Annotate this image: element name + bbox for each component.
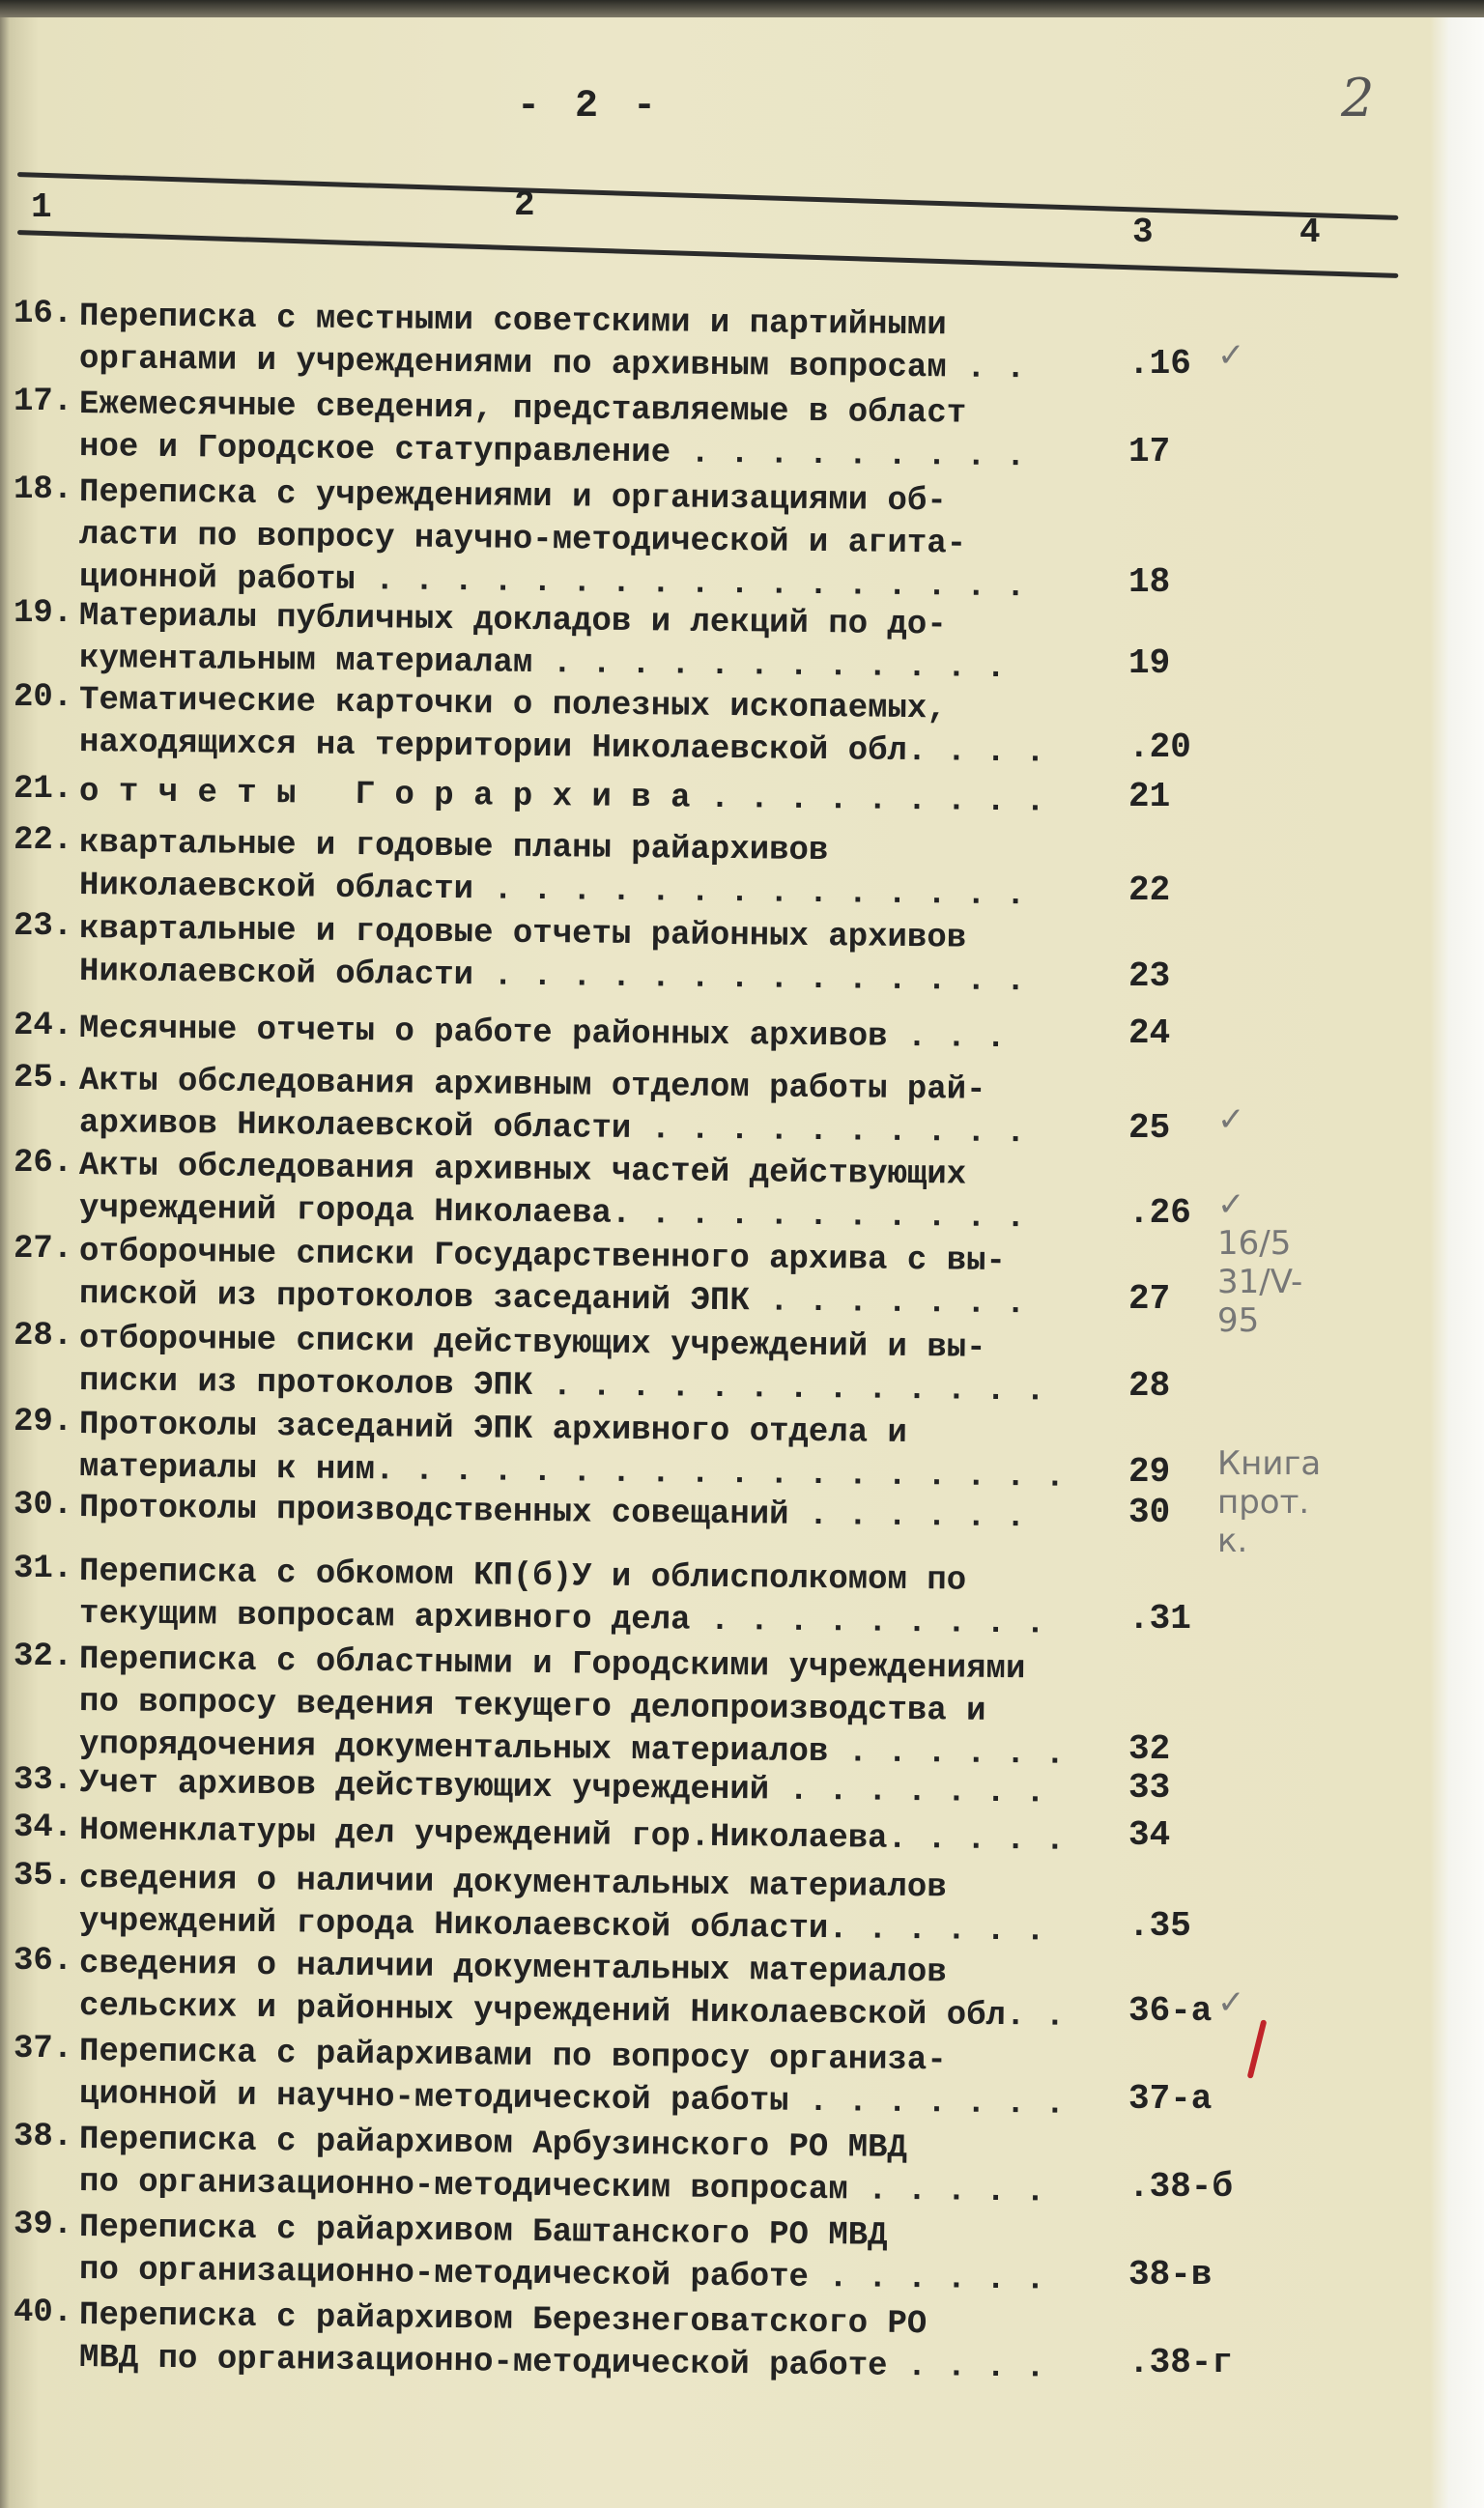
item-text-line: органами и учреждениями по архивным вопросам . . [78,341,1026,388]
item-number: 34. [14,1810,73,1846]
item-text-line: Протоколы заседаний ЭПК архивного отдела и [78,1407,908,1452]
item-text-line: Переписка с райархивом Баштанского РО МВД [78,2209,888,2255]
item-text-line: Ежемесячные сведения, представляемые в област [78,386,967,433]
item-text-line: сведения о наличии документальных материалов [78,1946,947,1992]
item-number: 23. [14,908,73,945]
item-page-number: 22 [1128,870,1171,910]
item-text-line: сведения о наличии документальных материалов [78,1861,947,1907]
item-page-number: 21 [1128,777,1171,816]
handwritten-annotation: ✓ 16/5 31/V-95 [1217,1185,1303,1340]
item-text-line: о т ч е т ы Г о р а р х и в а . . . . . . . . . [78,774,1045,821]
column-header-3: 3 [1132,213,1154,252]
item-page-number: 29 [1128,1452,1171,1492]
item-page-number: .38-б [1128,2167,1234,2207]
item-text-line: ное и Городское статуправление . . . . . . . . . [78,429,1026,476]
item-text-line: Переписка с обкомом КП(б)У и облисполкомом по [78,1553,967,1600]
item-page-number: 33 [1128,1768,1171,1808]
item-text-line: Учет архивов действующих учреждений . . . . . . . [78,1765,1045,1812]
item-number: 16. [14,296,73,332]
item-text-line: по вопросу ведения текущего делопроизводства и [78,1684,986,1730]
item-number: 36. [14,1943,73,1980]
item-page-number: 28 [1128,1366,1171,1406]
item-page-number: .26 [1128,1193,1191,1233]
item-text-line: кументальным материалам . . . . . . . . . . . . [78,641,1007,688]
item-text-line: Номенклатуры дел учреждений гор.Николаева. . . . . [78,1812,1066,1860]
item-page-number: .35 [1128,1906,1191,1946]
item-page-number: 32 [1128,1729,1171,1769]
item-text-line: отборочные списки действующих учреждений и вы- [78,1321,986,1367]
item-text-line: упорядочения документальных материалов . . . . . . [78,1726,1066,1774]
item-number: 18. [14,471,73,508]
item-text-line: Материалы публичных докладов и лекций по до- [78,598,947,644]
item-text-line: Николаевской области . . . . . . . . . . . . . . [78,868,1026,915]
item-number: 37. [14,2031,73,2067]
item-text-line: текущим вопросам архивного дела . . . . . . . . . [78,1596,1045,1643]
item-text-line: ционной работы . . . . . . . . . . . . . . . . . [78,559,1026,607]
item-number: 28. [14,1318,73,1354]
table-header-bottom-rule [17,230,1398,278]
item-text-line: по организационно-методической работе . . . . . . [78,2252,1045,2299]
item-number: 20. [14,679,73,716]
handwritten-annotation: ✓ [1217,1100,1245,1139]
item-number: 17. [14,384,73,420]
item-number: 40. [14,2294,73,2331]
item-text-line: пиской из протоколов заседаний ЭПК . . . . . . . [78,1276,1026,1324]
item-text-line: ласти по вопросу научно-методической и агита- [78,517,967,563]
item-text-line: Месячные отчеты о работе районных архивов . . . [78,1011,1007,1058]
item-number: 38. [14,2119,73,2155]
item-page-number: 23 [1128,956,1171,996]
item-text-line: ционной и научно-методической работы . . . . . . . [78,2076,1066,2123]
item-page-number: 27 [1128,1279,1171,1319]
item-number: 30. [14,1487,73,1524]
item-page-number: 37-а [1128,2079,1213,2119]
item-number: 35. [14,1858,73,1895]
handwritten-annotation: ✓ [1217,336,1245,375]
page-header: - 2 - [517,85,663,128]
item-text-line: отборочные списки Государственного архива с вы- [78,1234,1007,1281]
item-number: 24. [14,1008,73,1044]
item-text-line: находящихся на территории Николаевской обл. . . . [78,725,1045,772]
item-text-line: Переписка с областными и Городскими учреждениями [78,1641,1026,1689]
item-number: 27. [14,1231,73,1268]
item-number: 33. [14,1762,73,1799]
handwritten-annotation: Книга прот. к. [1217,1444,1322,1560]
item-page-number: .16 [1128,344,1191,384]
item-page-number: 17 [1128,432,1171,471]
item-page-number: .20 [1128,727,1191,767]
column-header-4: 4 [1299,213,1321,252]
item-text-line: МВД по организационно-методической работе . . . . [78,2340,1045,2387]
column-header-1: 1 [31,187,52,227]
item-page-number: 19 [1128,643,1171,683]
item-text-line: Акты обследования архивным отделом работы рай- [78,1063,986,1109]
item-text-line: Переписка с местными советскими и партийными [78,299,947,345]
scan-top-edge [0,0,1484,17]
item-number: 19. [14,595,73,632]
item-text-line: архивов Николаевской области . . . . . . . . . . [78,1105,1026,1153]
red-pencil-mark [1247,2019,1268,2079]
item-text-line: Николаевской области . . . . . . . . . . . . . . [78,954,1026,1001]
column-header-2: 2 [514,185,535,225]
item-page-number: 36-а [1128,1991,1213,2031]
item-text-line: Переписка с учреждениями и организациями об- [78,474,947,521]
item-number: 29. [14,1404,73,1440]
item-text-line: материалы к ним. . . . . . . . . . . . . . . . . . [78,1449,1066,1496]
item-page-number: 25 [1128,1108,1171,1148]
item-page-number: 34 [1128,1815,1171,1855]
item-page-number: 24 [1128,1013,1171,1053]
item-page-number: .38-г [1128,2343,1234,2382]
table-header-top-rule [17,172,1398,220]
item-text-line: по организационно-методическим вопросам . . . . . [78,2164,1045,2211]
item-page-number: .31 [1128,1599,1191,1639]
item-text-line: писки из протоколов ЭПК . . . . . . . . . . . . . [78,1363,1045,1411]
item-number: 25. [14,1060,73,1097]
item-text-line: Переписка с райархивом Арбузинского РО МВД [78,2122,908,2167]
item-text-line: Переписка с райархивом Березнеговатского РО [78,2297,928,2344]
item-number: 26. [14,1145,73,1182]
item-text-line: учреждений города Николаевской области. . . . . . [78,1903,1045,1951]
handwritten-annotation: ✓ [1217,1983,1245,2022]
item-page-number: 38-в [1128,2255,1213,2294]
item-text-line: Тематические карточки о полезных ископаемых, [78,682,947,728]
item-page-number: 18 [1128,562,1171,602]
item-text-line: квартальные и годовые отчеты районных архивов [78,911,967,957]
item-number: 32. [14,1639,73,1675]
item-text-line: учреждений города Николаева. . . . . . . . . . . [78,1190,1026,1238]
item-text-line: сельских и районных учреждений Николаевской обл. . [78,1988,1066,2036]
item-number: 31. [14,1551,73,1587]
item-number: 22. [14,822,73,859]
item-page-number: 30 [1128,1493,1171,1532]
item-number: 21. [14,771,73,808]
item-number: 39. [14,2207,73,2243]
item-text-line: Акты обследования архивных частей действующих [78,1148,967,1194]
handwritten-page-number: 2 [1341,68,1375,128]
item-text-line: Протоколы производственных совещаний . . . . . . [78,1490,1026,1537]
item-text-line: Переписка с райархивами по вопросу организа- [78,2034,947,2080]
item-text-line: квартальные и годовые планы райархивов [78,825,829,870]
